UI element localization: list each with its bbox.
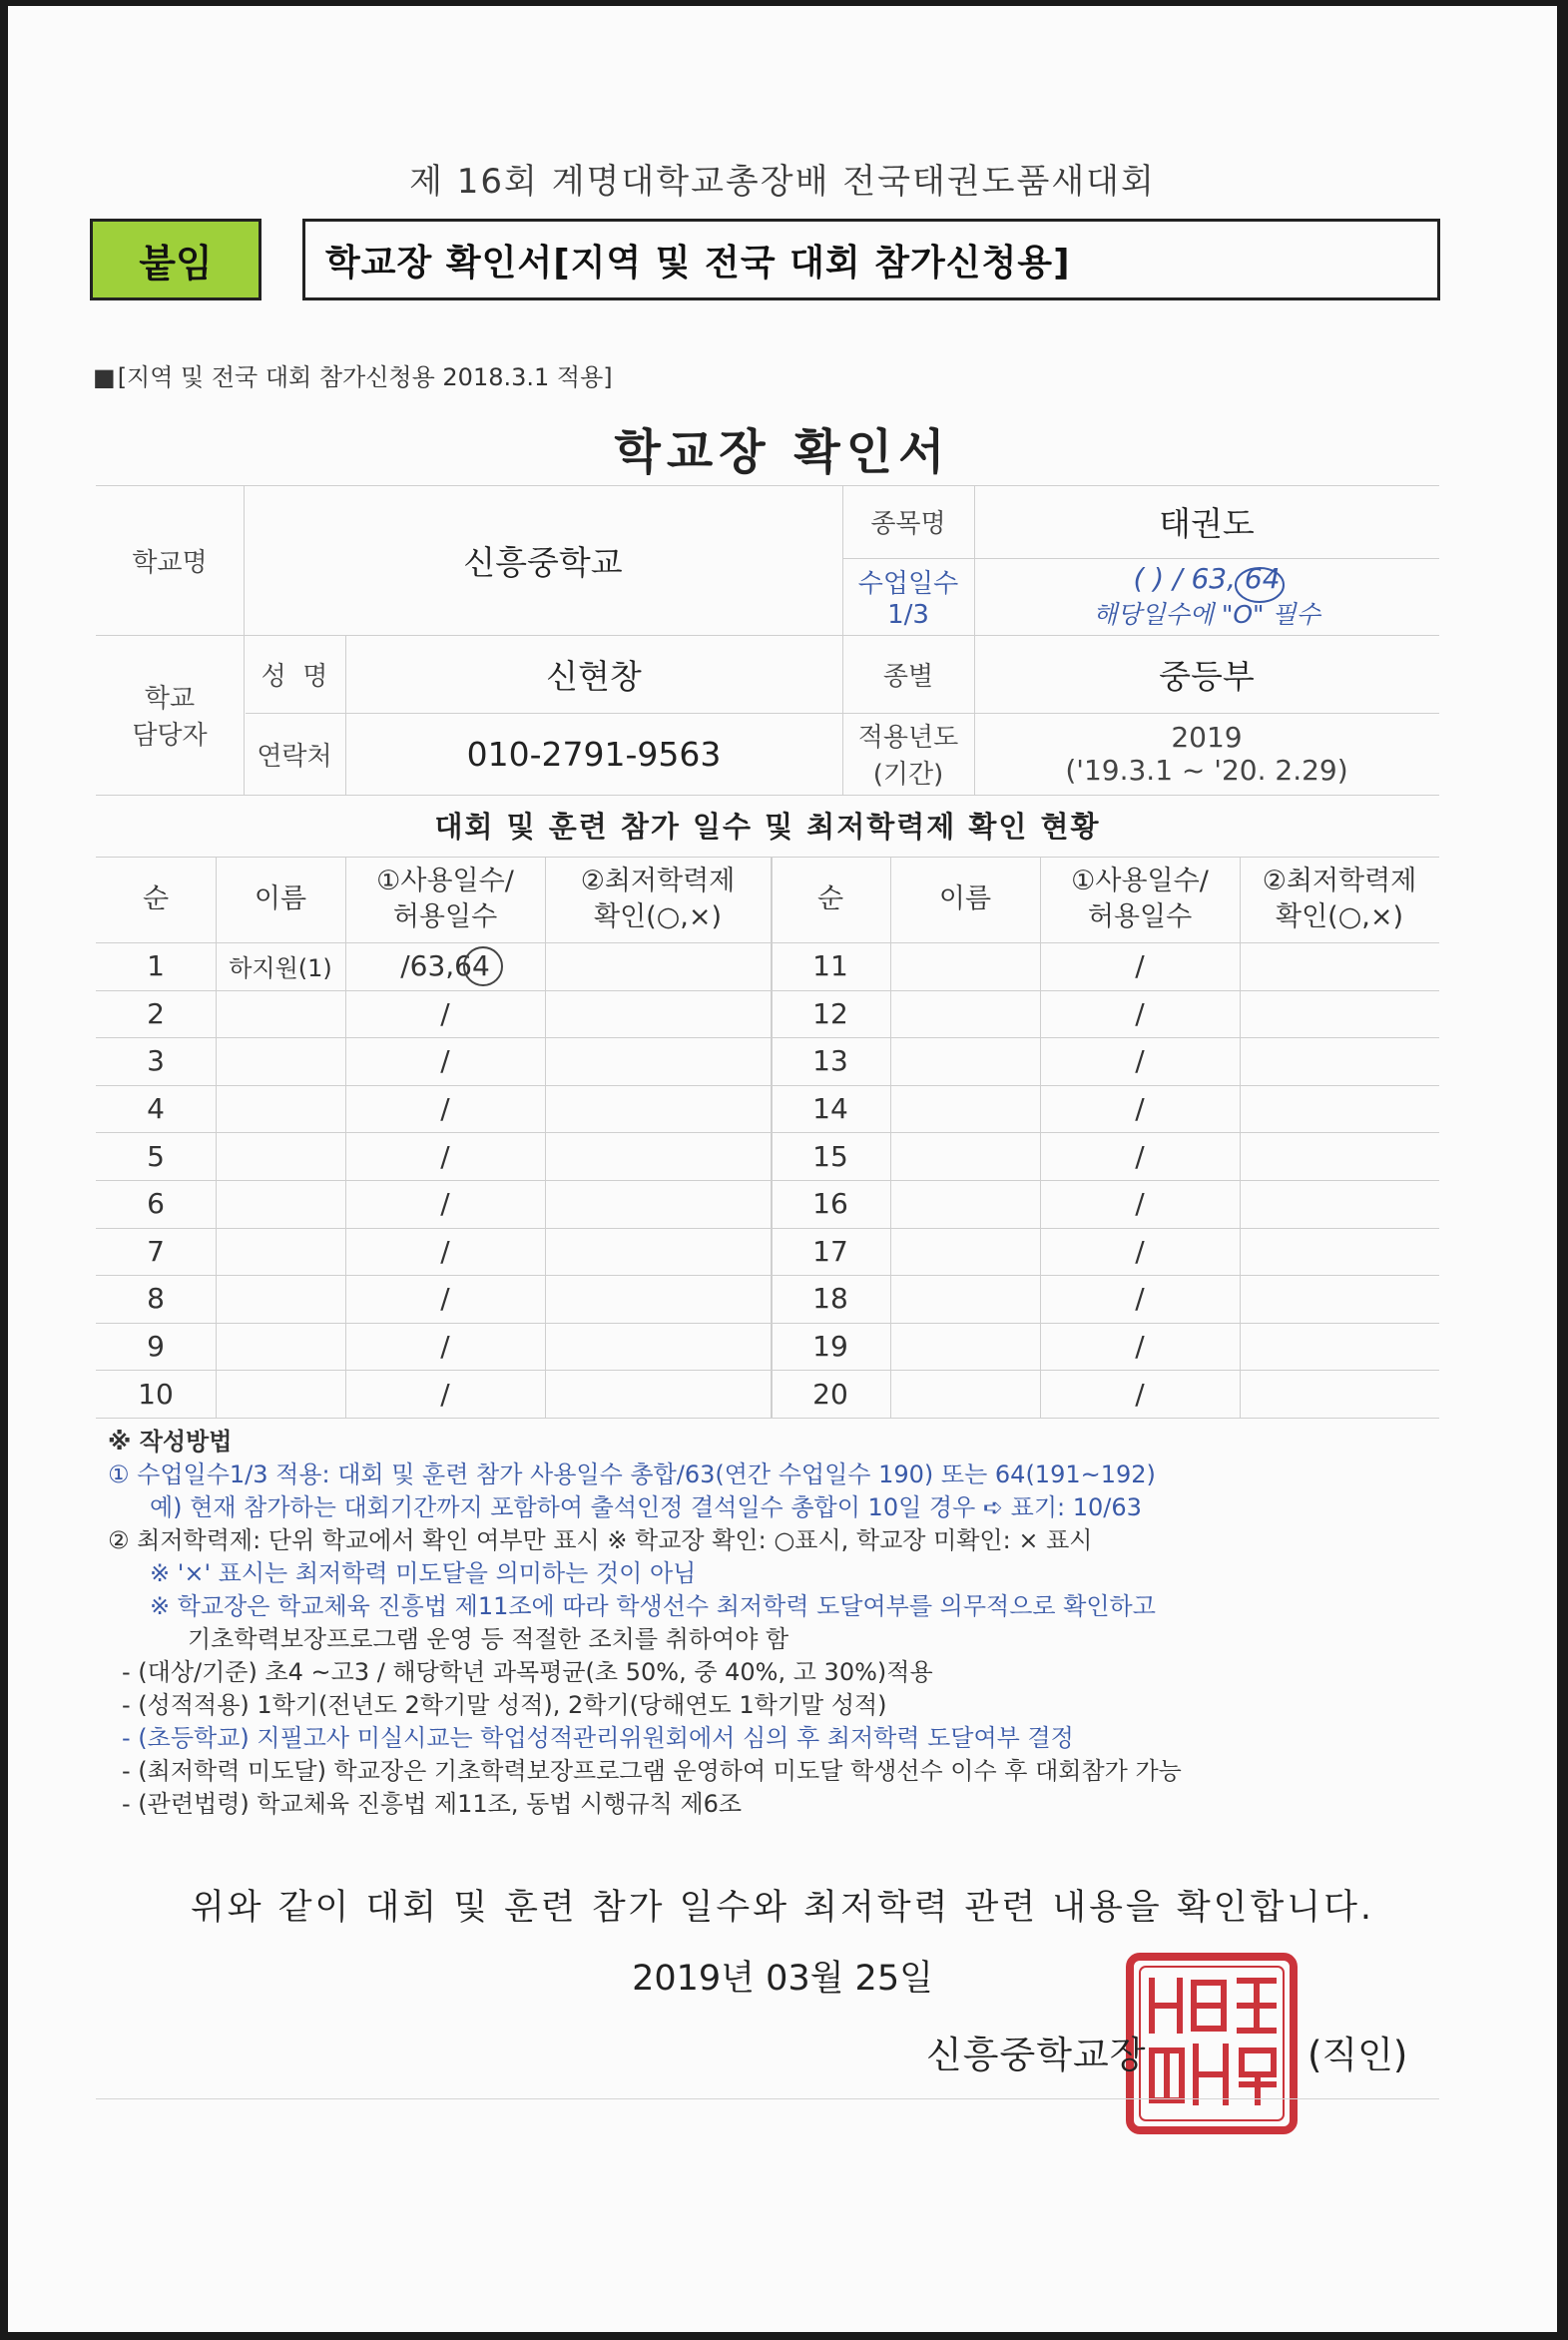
right-row-name	[890, 1275, 1040, 1323]
right-row-no: 19	[812, 1330, 848, 1364]
contact-group-label-1: 학교	[144, 684, 196, 714]
class-days-label: 수업일수	[857, 569, 959, 599]
right-row-days: /	[1135, 996, 1145, 1030]
note-1a: ① 수업일수1/3 적용: 대회 및 훈련 참가 사용일수 총합/63(연간 수업일수 190) 또는 64(191~192)	[108, 1461, 1156, 1488]
right-row-name	[890, 1228, 1040, 1276]
left-row-days: /	[440, 1282, 450, 1316]
class-days-value: ( ) / 63, 64	[1133, 562, 1281, 595]
left-row-no: 4	[147, 1092, 165, 1126]
event-value: 태권도	[1159, 504, 1255, 543]
left-row-days: /	[440, 1234, 450, 1268]
category-label: 종별	[882, 661, 934, 692]
contact-group-label-2: 담당자	[132, 721, 208, 751]
instructions-heading: ※ 작성방법	[108, 1428, 233, 1456]
left-row-no: 8	[147, 1282, 165, 1316]
right-row-no: 16	[812, 1187, 848, 1221]
note-2: ② 최저학력제: 단위 학교에서 확인 여부만 표시 ※ 학교장 확인: ○표시, 학교장 미확인: × 표시	[108, 1526, 1093, 1554]
note-3: ※ '×' 표시는 최저학력 미도달을 의미하는 것이 아님	[150, 1559, 697, 1587]
right-header-days: ①사용일수/ 허용일수	[1071, 866, 1209, 932]
right-row-days: /	[1135, 1139, 1145, 1173]
right-row-no: 17	[812, 1234, 848, 1268]
year-label-1: 적용년도	[857, 723, 959, 753]
name-label: 성 명	[261, 661, 328, 692]
left-row-days: /	[440, 1139, 450, 1173]
seal-label: (직인)	[1307, 2034, 1408, 2076]
left-row-name	[216, 1275, 345, 1323]
contest-title: 제 16회 계명대학교총장배 전국태권도품새대회	[409, 162, 1156, 202]
right-row-days: /	[1135, 1377, 1145, 1411]
note-1b: 예) 현재 참가하는 대회기간까지 포함하여 출석인정 결석일수 총합이 10일 경우 ➪ 표기: 10/63	[150, 1493, 1142, 1521]
left-row-no: 10	[138, 1377, 174, 1411]
column-divider	[345, 857, 346, 1418]
year-label-cell	[842, 713, 974, 795]
left-row-no: 1	[147, 949, 165, 983]
attendance-table	[96, 857, 1439, 1418]
form-title: 학교장 확인서[지역 및 전국 대회 참가신청용]	[302, 219, 1440, 300]
right-row-name	[890, 1037, 1040, 1085]
note-4a: ※ 학교장은 학교체육 진흥법 제11조에 따라 학생선수 최저학력 도달여부를 의무적으로 확인하고	[150, 1592, 1156, 1620]
class-days-label-cell	[842, 558, 974, 635]
left-row-days: /	[440, 1187, 450, 1221]
left-row-days: /	[440, 1377, 450, 1411]
certificate-title: 학교장 확인서	[614, 424, 951, 480]
phone-value-cell	[345, 713, 842, 795]
left-row-days: /	[440, 1044, 450, 1078]
right-row-days: /	[1135, 1092, 1145, 1126]
right-row-no: 18	[812, 1282, 848, 1316]
phone-label: 연락처	[257, 741, 332, 772]
right-row-days: /	[1135, 1282, 1145, 1316]
left-row-name	[216, 1180, 345, 1228]
right-row-no: 13	[812, 1044, 848, 1078]
contact-group-cell	[96, 635, 244, 795]
name-label-cell	[244, 635, 345, 713]
name-value: 신현창	[546, 656, 642, 696]
left-row-name	[216, 1132, 345, 1180]
right-row-days: /	[1135, 1044, 1145, 1078]
instructions	[108, 1426, 1445, 1821]
left-row-no: 6	[147, 1187, 165, 1221]
category-value-cell	[974, 635, 1439, 713]
column-divider	[545, 857, 546, 1418]
left-row-name	[216, 1228, 345, 1276]
attach-badge: 붙임	[90, 219, 261, 300]
issue-date: 2019년 03월 25일	[632, 1959, 933, 1999]
official-seal-icon	[1124, 1951, 1300, 2136]
right-row-name	[890, 990, 1040, 1038]
right-row-name	[890, 1180, 1040, 1228]
note-4b: 기초학력보장프로그램 운영 등 적절한 조치를 취하여야 함	[188, 1625, 789, 1653]
event-label: 종목명	[870, 509, 946, 539]
left-row-name	[216, 1037, 345, 1085]
right-row-no: 15	[812, 1139, 848, 1173]
category-label-cell	[842, 635, 974, 713]
left-row-name	[216, 1370, 345, 1418]
right-row-name	[890, 1132, 1040, 1180]
column-divider	[890, 857, 891, 1418]
class-days-note: 해당일수에 "O" 필수	[1093, 600, 1320, 629]
signer-title: 신흥중학교장	[926, 2034, 1147, 2076]
year-value: 2019	[1171, 721, 1243, 754]
confirmation-statement: 위와 같이 대회 및 훈련 참가 일수와 최저학력 관련 내용을 확인합니다.	[190, 1888, 1375, 1928]
bottom-divider	[96, 2098, 1439, 2099]
right-row-no: 11	[812, 949, 848, 983]
right-row-name	[890, 1085, 1040, 1133]
event-value-cell	[974, 485, 1439, 558]
attendance-section-title: 대회 및 훈련 참가 일수 및 최저학력제 확인 현황	[434, 810, 1101, 844]
note-d3: - (초등학교) 지필고사 미실시교는 학업성적관리위원회에서 심의 후 최저학력 도달여부 결정	[122, 1724, 1074, 1752]
left-row-no: 2	[147, 996, 165, 1030]
category-value: 중등부	[1159, 656, 1255, 696]
left-header-days: ①사용일수/ 허용일수	[376, 866, 514, 932]
right-header-check: ②최저학력제 확인(○,×)	[1262, 866, 1417, 932]
row-divider	[96, 1418, 1439, 1419]
event-label-cell	[842, 485, 974, 558]
phone-label-cell	[244, 713, 345, 795]
period-value: ('19.3.1 ~ '20. 2.29)	[1065, 754, 1348, 787]
right-header-name: 이름	[938, 883, 992, 914]
right-row-days: /	[1135, 1234, 1145, 1268]
left-row-name	[216, 1085, 345, 1133]
column-divider	[216, 857, 217, 1418]
left-row-days: /	[440, 1092, 450, 1126]
right-row-name	[890, 942, 1040, 990]
left-row-days: /	[440, 996, 450, 1030]
year-label-2: (기간)	[872, 760, 944, 790]
class-days-value-cell	[974, 558, 1439, 635]
right-row-name	[890, 1370, 1040, 1418]
left-row-name	[216, 990, 345, 1038]
school-label-cell	[96, 485, 244, 635]
form-note: ■ [지역 및 전국 대회 참가신청용 2018.3.1 적용]	[93, 357, 613, 392]
info-table	[96, 485, 1439, 795]
right-header-no: 순	[816, 883, 844, 914]
document-page	[8, 6, 1557, 2332]
name-value-cell	[345, 635, 842, 713]
circle-mark-icon	[1232, 565, 1288, 605]
right-row-name	[890, 1323, 1040, 1371]
left-row-days: /	[440, 1330, 450, 1364]
left-header-name: 이름	[254, 883, 307, 914]
note-d2: - (성적적용) 1학기(전년도 2학기말 성적), 2학기(당해연도 1학기말 성적)	[122, 1691, 887, 1719]
left-row-no: 9	[147, 1330, 165, 1364]
left-row-no: 7	[147, 1234, 165, 1268]
right-row-days: /	[1135, 1187, 1145, 1221]
right-row-days: /	[1135, 1330, 1145, 1364]
left-row-name: 하지원(1)	[229, 954, 332, 983]
note-d1: - (대상/기준) 초4 ~고3 / 해당학년 과목평균(초 50%, 중 40%, 고 30%)적용	[122, 1658, 933, 1686]
column-divider	[1240, 857, 1241, 1418]
left-header-no: 순	[142, 883, 170, 914]
right-row-days: /	[1135, 949, 1145, 983]
year-value-cell	[974, 713, 1439, 795]
class-days-ratio: 1/3	[887, 600, 929, 630]
right-row-no: 12	[812, 996, 848, 1030]
column-divider	[1040, 857, 1041, 1418]
right-row-no: 14	[812, 1092, 848, 1126]
circle-mark-icon	[461, 944, 505, 988]
note-d4: - (최저학력 미도달) 학교장은 기초학력보장프로그램 운영하여 미도달 학생선수 이수 후 대회참가 가능	[122, 1757, 1182, 1785]
school-label: 학교명	[132, 547, 208, 578]
phone-value: 010-2791-9563	[466, 734, 722, 774]
school-value-cell	[244, 485, 842, 635]
left-row-name	[216, 1323, 345, 1371]
left-row-no: 5	[147, 1139, 165, 1173]
right-row-no: 20	[812, 1377, 848, 1411]
left-row-no: 3	[147, 1044, 165, 1078]
left-row-days: /63,64	[400, 949, 490, 983]
left-header-check: ②최저학력제 확인(○,×)	[580, 866, 736, 932]
school-value: 신흥중학교	[463, 542, 623, 582]
note-d5: - (관련법령) 학교체육 진흥법 제11조, 동법 시행규칙 제6조	[122, 1790, 743, 1818]
